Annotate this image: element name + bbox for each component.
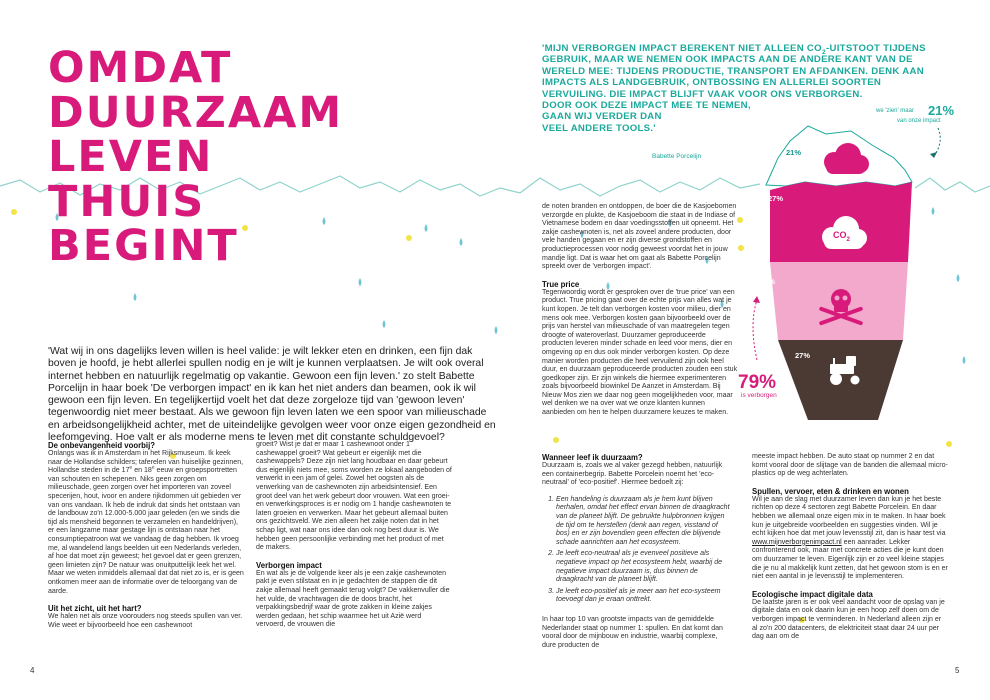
body-paragraph: de noten branden en ontdoppen, de boer die de Kasjoebomen verzorgde en plukte, de Kasjoeboom die staat in de Indiase of Vietnamese bodem en daar voedingsstoffen uit opneemt. Het zakje cashewnoten is, net als zoveel andere producten, door vele handen gegaan en er zijn diverse grondstoffen en productieprocessen voor nodig geweest voordat het in jouw mandje ligt. Dat is waar het om gaat als Babette Porcelijn spreekt over de 'verborgen impact'. [542,203,737,271]
list-item: 3. Je leeft eco-positief als je meer aan het eco-systeem toevoegt dan je eraan onttrekt. [556,588,732,605]
body-paragraph: En wat als je de volgende keer als je een zakje cashewnoten pakt je even stilstaat en in je gedachten de stappen die dit zakje allemaal heeft gemaakt terug volgt? De vakkenvuller die het vulde, de vrachtwagen die de doos bracht, het verpakkingsbedrijf waar de grote zakken in kleine zakjes werden gedaan, het schip waarmee het uit Azië werd vervoerd, de vrouwen die [256,569,450,629]
title-line: DUURZAAM [48,87,344,138]
body-paragraph: De laatste jaren is er ook veel aandacht voor de opslag van je digitale data en ook daarin kun je een hoop zelf doen om de verborgen impact te verminderen. In Nederland alleen zijn er al zo'n 200 datacenters, de elektriciteit staat daar 24 uur per dag aan om de [752,598,945,641]
section-heading: Verborgen impact [256,560,322,570]
page-number-right: 5 [955,666,960,675]
body-paragraph: Tegenwoordig wordt er gesproken over de 'true price' van een product. True pricing gaat over de echte prijs van alles wat je kunt kopen. Je telt dan verborgen kosten voor milieu, dier en mens ook mee. Verborgen kosten gaan bijvoorbeeld over de prijs van herstel van milieuschade of van maatregelen tegen droogte of wateroverlast. Duurzamer geproduceerde producten leveren minder schade en leed voor mens, dier en omgeving op en dus ook minder verborgen kosten. Op deze manier worden producten die heel vervuilend zijn ook heel duur, en duurzaam geproduceerde producten zouden een stuk goedkoper zijn. Er zijn winkels die hiermee experimenteren zoals bijvoorbeeld biowinkel De Aanzet in Amsterdam. Bij Nieuw Mos zien we daar nog geen mogelijkheden voor, maar wel denken we na over wat we onze klanten kunnen aanbieden om hen te helpen duurzamere keuzes te maken. [542,288,738,417]
body-paragraph: Wil je aan de slag met duurzamer leven dan kun je het beste richten op deze 4 sectoren zegt Babette Porcelein. En daar hebben we allemaal onze eigen mix in te maken. In haar boek kun je uitgebreide voorbeelden en suggesties vinden. Wil je echt kijken hoe dat met jouw levensstijl zit, dan is haar test via www.mijnverborgenimpact.nl een aanrader. Lekker confronterend ook, maar met concrete acties die je kunt doen om duurzamer te leven. Eigenlijk zijn er zo veel kleine stapjes die je nu al makkelijk kunt zetten, dat het gewoon stom is en er niet een aantal in je levensstijl te implementeren. [752,495,948,581]
article-column-2 [256,441,452,630]
co2-label: $CO_2$ [833,230,851,243]
title-line: BEGINT [48,221,239,271]
body-paragraph: Duurzaam is, zoals we al vaker gezegd hebben, natuurlijk een containerbegrip. Babette Porcelein noemt het 'eco-neutraal' of 'eco-positief'. Hiermee bedoelt zij: [542,462,723,487]
impact-test-link[interactable]: www.mijnverborgenimpact.nl [752,538,842,546]
section-heading: Wanneer leef ik duurzaam? [542,453,643,462]
co2-label: $CO_2$ [834,155,852,168]
article-column-5 [752,453,948,642]
article-column-4 [542,453,732,650]
section-heading: Spullen, vervoer, eten & drinken en wonen [752,486,909,496]
section-heading: Uit het zicht, uit het hart? [48,604,142,614]
article-column-1 [48,441,244,630]
hidden-impact-label: is verborgen [741,392,777,399]
section-heading: Ecologische impact digitale data [752,589,873,599]
body-paragraph: In haar top 10 van grootste impacts van de gemiddelde Nederlander staat op nummer 1: spullen. En dat komt dan vooral door de mijnbouw en industrie, waarbij complexe, dure producten de [542,615,723,649]
segment-label: 27% [795,351,811,360]
definition-list [542,496,732,605]
article-column-3 [542,203,738,418]
section-heading: True price [542,279,580,289]
quote-author: Babette Porcelijn [652,153,702,160]
visible-arrow [934,128,940,156]
visible-impact-note: we 'zien' maar [876,108,914,114]
body-paragraph: Onlangs was ik in Amsterdam in het Rijksmuseum. Ik keek naar de Hollandse schilders; taferelen van huiselijke gezinnen, Hollandse steden in de 17e en 18e eeuw en groepsportretten van schouten en schepenen. Niks geen zorgen om milieuschade, geen zorgen over het importeren van zoveel specerijen, hout, ivoor en andere rijkdommen uit gebieden ver van ons vandaan. Ik heb de indruk dat sinds het ontstaan van de landbouw zo'n 12.000-5.000 jaar geleden (en we sinds die tijd als mensheid begonnen te verzamelen en handeldrijven), er een langzame maar gestage lijn is ontstaan naar het consumptiepatroon wat we vandaag de dag hebben. Ik vroeg me, al wandelend langs beelden uit een Nederlands verleden, af hoe dat moet zijn geweest; het gevoel dat er geen grenzen, geen limieten zijn? De natuur was onuitputtelijk leek het wel. Maar we weten inmiddels allemaal dat dat niet zo is, er is geen ontkomen meer aan de informatie over de teloorgang van de aarde. [48,450,244,595]
pull-quote: 'MIJN VERBORGEN IMPACT BEREKENT NIET ALLEEN $CO_2$-UITSTOOT TIJDENS GEBRUIK, MAAR WE NEMEN OOK IMPACTS AAN DE ANDERE KANT VAN DE WERELD MEE: TIJDENS PRODUCTIE, TRANSPORT EN AFDANKEN. DENK AAN IMPACTS ALS LANDGEBRUIK, ONTBOSSING EN ALLERLEI SOORTEN VERVUILING. DIE IMPACT BLIJFT VAAK VOOR ONS VERBORGEN. DOOR OOK DEZE IMPACT MEE TE NEMEN, GAAN WIJ VERDER DAN VEEL ANDERE TOOLS.' [542,43,926,134]
title-line: THUIS [48,176,206,227]
hidden-impact-percentage: 79% [738,372,777,393]
visible-impact-note-2: van onze impact [897,118,941,124]
segment-label: 27% [768,194,784,203]
body-paragraph: We halen net als onze voorouders nog steeds spullen van ver. Wie weet er bijvoorbeeld hoe een cashewnoot [48,613,243,629]
visible-impact-percentage: 21% [928,103,955,118]
section-heading: De onbevangenheid voorbij? [48,441,156,450]
page-title [48,43,348,271]
title-line: LEVEN [48,132,214,182]
iceberg-infographic [753,126,940,420]
horizon-line-right [915,178,990,192]
segment-label: 21% [786,148,802,157]
body-paragraph: meeste impact hebben. De auto staat op nummer 2 en dat komt vooral door de slijtage van de banden die allemaal micro-plastics op de weg achterlaten. [752,453,948,478]
list-item: 1. Een handeling is duurzaam als je hem kunt blijven herhalen, omdat het effect ervan binnen de draagkracht van de planeet blijft. De gebruikte hulpbronnen krijgen de tijd om te herstellen (denk aan regen, visstand of bos) en er zijn bovendien geen effecten die blijvende schade aanrichten aan het ecosysteem. [556,496,732,548]
segment-label: 24% [760,277,776,286]
body-paragraph: groeit? Wist je dat er maar 1 cashewnoot onder 1 cashewappel groeit? Wat gebeurt er eigenlijk met die cashewappels? Deze zijn niet lang houdbaar en daar gebeurt dus eigenlijk niets mee, soms worden ze lokaal aangeboden of verwerkt in een jam of gelei. Zowel het oogsten als de verwerking van de cashewnoten zijn arbeidsintensief. Een groot deel van het werk gebeurt door vrouwen. Wat een groei- en verwerkingsproces is er nodig om 1 handje cashewnoten te laten groeien en verwerken. Maar het gebeurt allemaal buiten ons gezichtsveld. We zien alleen het zakje noten dat in het schap ligt, wat naar ons idee dan ook nog best duur is. We hebben geen persoonlijke verbinding met het product of met de makers. [256,441,452,552]
page-number-left: 4 [30,666,35,675]
hidden-arrow [753,300,757,360]
title-line: OMDAT [48,43,233,93]
intro-paragraph: 'Wat wij in ons dagelijks leven willen is heel valide: je wilt lekker eten en drinken, een fijn dak boven je hoofd, je hebt allerlei spullen nodig en je wilt je kunnen verplaatsen. Je wilt ook overal internet hebben en natuurlijk regelmatig op vakantie. Gewoon een fijn leven.' zo stelt Babette Porcelijn in haar boek 'De verborgen impact' en ik kan het niet anders dan beamen, ook ik wil gewoon een fijn leven. En tegelijkertijd voelt het dat deze zorgeloze tijd van 'gewoon leven' tegenwoordig niet meer bestaat. Als we gewoon fijn leven laten we een spoor van milieuschade en arbeidsongelijkheid achter, met de uiteindelijke gevolgen weer voor onze eigen gezondheid en leefomgeving. Hoe valt er als moderne mens te leven met dit constante schuldgevoel? [48,346,496,444]
list-item: 2. Je leeft eco-neutraal als je evenveel positieve als negatieve impact op het ecosysteem hebt, waarbij de negatieve impact duurzaam is, dus binnen de draagkracht van de planeet blijft. [556,550,732,584]
